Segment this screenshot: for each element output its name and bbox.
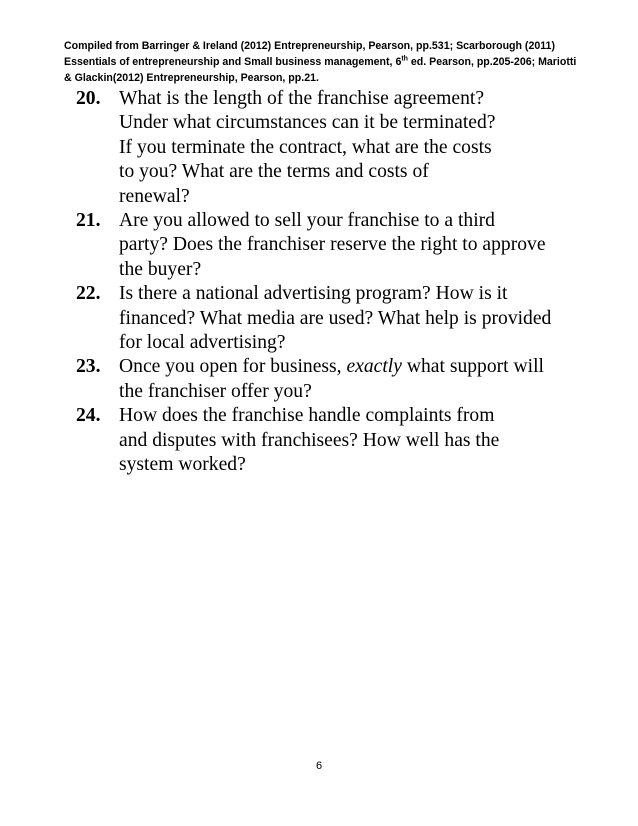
question-line: to you? What are the terms and costs of <box>119 161 429 183</box>
citation-line-2 <box>64 54 584 70</box>
question-20 <box>76 87 576 209</box>
question-22 <box>76 282 576 355</box>
question-line: Is there a national advertising program? How is it <box>119 283 508 305</box>
question-24 <box>76 404 576 477</box>
question-number: 21. <box>76 210 101 232</box>
question-number: 23. <box>76 356 101 378</box>
question-line: financed? What media are used? What help is provided <box>119 307 552 329</box>
question-number: 22. <box>76 283 101 305</box>
question-line: the buyer? <box>119 258 202 280</box>
question-21 <box>76 209 576 282</box>
page-number: 6 <box>315 760 323 772</box>
question-line: Are you allowed to sell your franchise to a third <box>119 210 495 232</box>
question-line: the franchiser offer you? <box>119 380 312 402</box>
citation-line-2-rest: ed. Pearson, pp.205-206; Mariotti <box>407 56 577 68</box>
question-23 <box>76 355 576 404</box>
question-line: If you terminate the contract, what are the costs <box>119 136 492 158</box>
citation-line-2-text: Essentials of entrepreneurship and Small business management, 6 <box>64 56 402 68</box>
question-number: 20. <box>76 88 101 109</box>
superscript-th: th <box>401 55 408 63</box>
question-line: party? Does the franchiser reserve the right to approve <box>119 234 546 256</box>
citation-line-3: & Glackin(2012) Entrepreneurship, Pearson, pp.21. <box>64 72 319 84</box>
question-line: Under what circumstances can it be terminated? <box>119 112 496 134</box>
emphasis-exactly: exactly <box>346 356 402 378</box>
question-line <box>119 355 576 379</box>
question-line: What is the length of the franchise agreement? <box>119 88 485 109</box>
question-number: 24. <box>76 405 101 427</box>
question-line: and disputes with franchisees? How well has the <box>119 429 500 451</box>
question-line-text: Once you open for business, <box>119 356 347 378</box>
citation-header <box>64 38 584 86</box>
question-line-text: what support will <box>401 356 544 378</box>
question-line: for local advertising? <box>119 332 286 354</box>
citation-line-1: Compiled from Barringer & Ireland (2012) Entrepreneurship, Pearson, pp.531; Scarborough (2011) <box>64 40 555 52</box>
question-line: How does the franchise handle complaints from <box>119 405 495 427</box>
question-line: system worked? <box>119 454 246 476</box>
question-list <box>76 87 576 478</box>
question-line: renewal? <box>119 185 190 207</box>
